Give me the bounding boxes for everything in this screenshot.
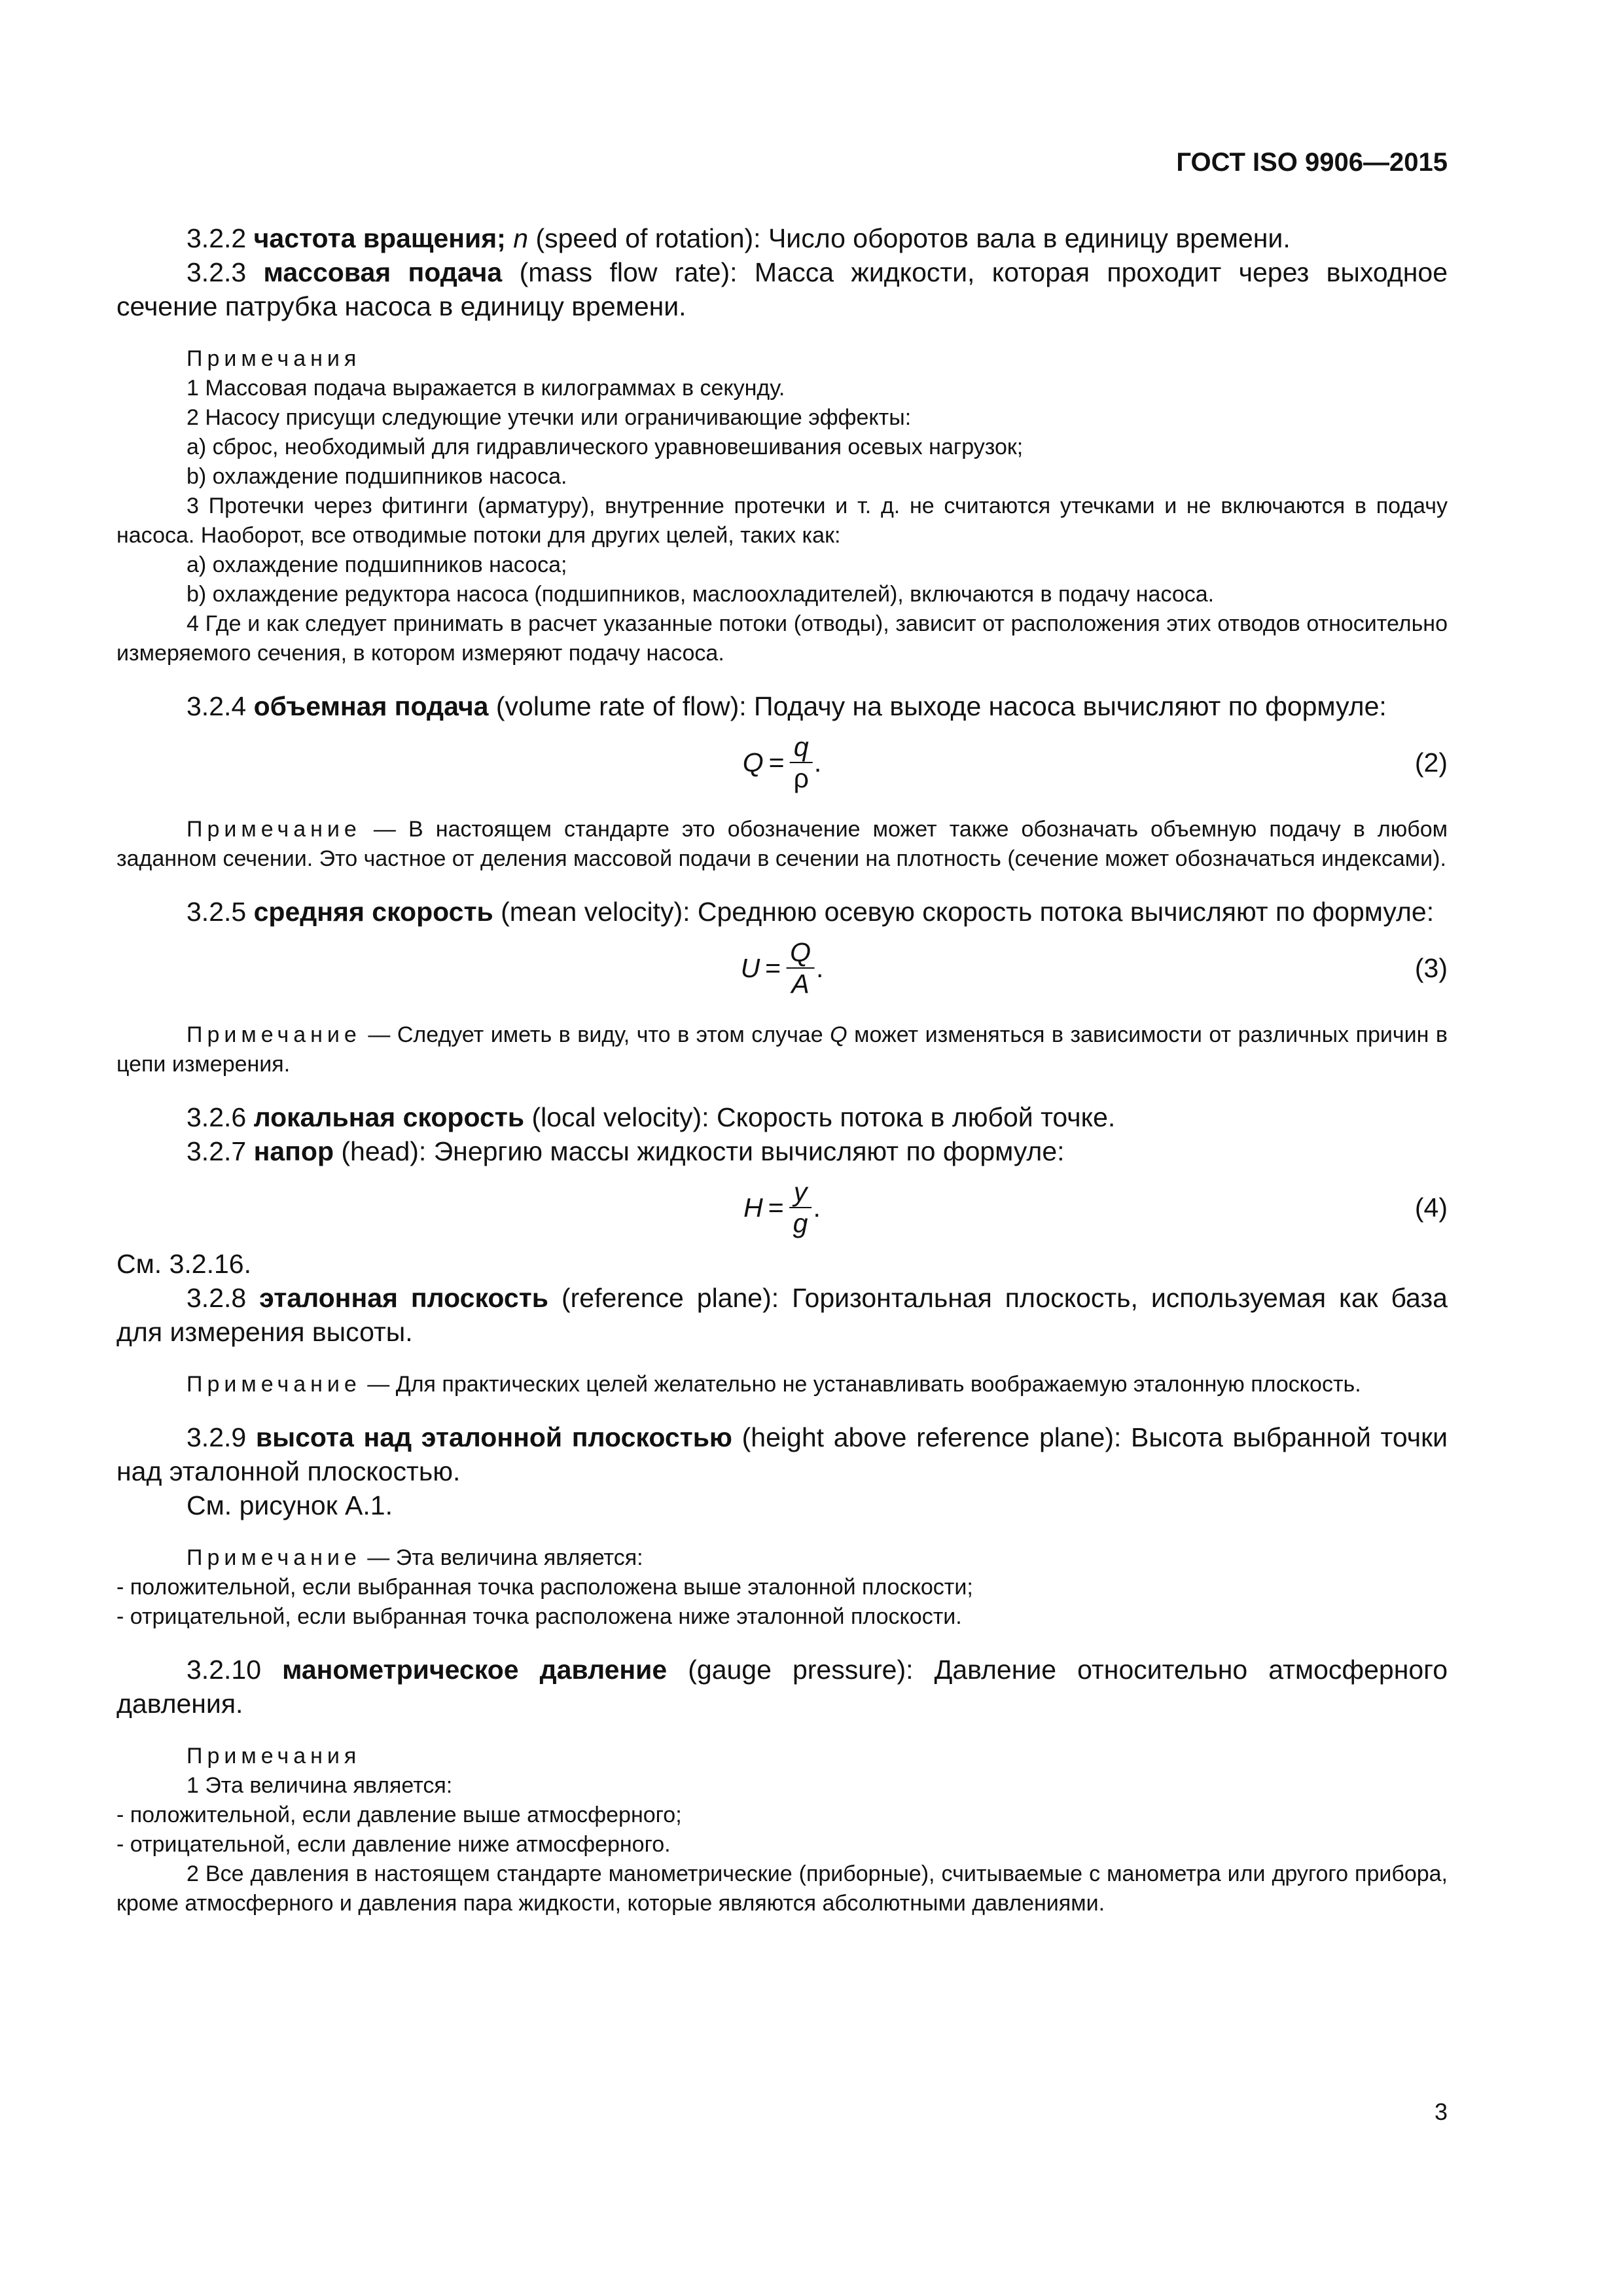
formula-denominator: ρ [793,763,809,793]
clause-number: 3.2.5 [187,897,254,927]
note-text: — Для практических целей желательно не устанавливать воображаемую эталонную плоскость. [361,1372,1361,1397]
clause-3-2-8 [116,1281,1448,1349]
note-3-2-4 [116,815,1448,874]
clause-3-2-3 [116,255,1448,323]
clause-number: 3.2.10 [187,1655,283,1685]
note-line: a) охлаждение подшипников насоса; [187,552,567,577]
clause-symbol: n [513,223,529,253]
formula-equals: = [768,747,785,778]
note-text: — Эта величина является: [361,1545,643,1570]
note-label: Примечание [187,817,361,842]
formula-equals: = [768,1192,784,1223]
clause-3-2-6 [116,1100,1448,1134]
note-line: 1 Эта величина является: [187,1773,453,1798]
note-3-2-9 [116,1543,1448,1573]
clause-text: (height above reference plane): Высота выбранной точки над эталонной плоскостью. [116,1422,1448,1486]
clause-term: частота вращения; [253,223,514,253]
note-line: 4 Где и как следует принимать в расчет указанные потоки (отводы), зависит от расположения этих отводов относительно измеряемого сечения, в котором измеряют подачу насоса. [116,611,1448,666]
formula-numerator: q [793,732,809,762]
formula-fraction [790,732,813,793]
clause-term: высота над эталонной плоскостью [255,1422,732,1452]
clause-term: объемная подача [253,691,489,721]
clause-3-2-2 [116,221,1448,255]
clause-text: (mean velocity): Среднюю осевую скорость потока вычисляют по формуле: [493,897,1435,927]
page-number: 3 [1434,2098,1448,2125]
clause-number: 3.2.2 [187,223,254,253]
clause-number: 3.2.9 [187,1422,256,1452]
formula-denominator: g [793,1208,808,1238]
note-line: 2 Все давления в настоящем стандарте манометрические (приборные), считываемые с манометра или другого прибора, кроме атмосферного и давления пара жидкости, которые являются абсолютными давлениями. [116,1861,1448,1916]
clause-term: локальная скорость [253,1102,525,1132]
note-text: — В настоящем стандарте это обозначение может также обозначать объемную подачу в любом заданном сечении. Это частное от деления массовой подачи в сечении на плотность (сечение может обозначаться индексами). [116,817,1448,871]
clause-number: 3.2.4 [187,691,254,721]
equation-number: (2) [1414,747,1448,778]
clause-term: эталонная плоскость [259,1283,549,1313]
note-list-item: - отрицательной, если выбранная точка расположена ниже эталонной плоскости. [116,1604,962,1629]
clause-number: 3.2.8 [187,1283,260,1313]
equation-number: (4) [1414,1192,1448,1223]
note-line: 2 Насосу присущи следующие утечки или ограничивающие эффекты: [187,405,912,430]
clause-number: 3.2.7 [187,1136,254,1166]
clause-text: (speed of rotation): Число оборотов вала в единицу времени. [528,223,1291,253]
clause-term: напор [253,1136,334,1166]
clause-number: 3.2.3 [187,257,264,287]
note-line: b) охлаждение редуктора насоса (подшипников, маслоохладителей), включаются в подачу насоса. [187,582,1215,607]
notes-heading: Примечания [187,1744,361,1768]
formula-fraction [786,937,815,999]
cross-reference: См. 3.2.16. [116,1249,251,1279]
note-line: 1 Массовая подача выражается в килограммах в секунду. [187,376,785,401]
note-list-item: - положительной, если давление выше атмосферного; [116,1803,682,1827]
note-line: 3 Протечки через фитинги (арматуру), внутренние протечки и т. д. не считаются утечками и не включаются в подачу насоса. Наоборот, все отводимые потоки для других целей, таких как: [116,493,1448,548]
clause-text: (volume rate of flow): Подачу на выходе насоса вычисляют по формуле: [488,691,1387,721]
formula-period: . [813,1192,821,1223]
clause-number: 3.2.6 [187,1102,254,1132]
clause-text: (local velocity): Скорость потока в любой точке. [524,1102,1116,1132]
note-label: Примечание [187,1022,361,1047]
clause-3-2-5 [116,895,1448,929]
clause-text: (head): Энергию массы жидкости вычисляют по формуле: [334,1136,1065,1166]
formula-lhs: Q [742,747,764,778]
clause-term: массовая подача [263,257,503,287]
formula-lhs: H [743,1192,763,1223]
formula-denominator: A [791,969,810,999]
formula-period: . [813,747,822,778]
cross-reference: См. рисунок А.1. [187,1490,393,1520]
note-symbol: Q [830,1022,847,1047]
clause-3-2-7 [116,1134,1448,1168]
formula-equals: = [765,952,781,983]
clause-3-2-4 [116,689,1448,723]
note-text: — Следует иметь в виду, что в этом случае [361,1022,830,1047]
note-line: b) охлаждение подшипников насоса. [187,464,567,489]
formula-fraction [789,1177,812,1238]
note-line: a) сброс, необходимый для гидравлического уравновешивания осевых нагрузок; [187,435,1024,459]
formula-numerator: y [793,1177,808,1207]
clause-term: средняя скорость [253,897,493,927]
page-content [116,221,1448,1918]
clause-term: манометрическое давление [282,1655,668,1685]
formula-3 [116,929,1448,1007]
formula-4 [116,1168,1448,1247]
clause-3-2-10 [116,1653,1448,1721]
document-header: ГОСТ ISO 9906—2015 [1176,148,1448,177]
note-list-item: - положительной, если выбранная точка расположена выше эталонной плоскости; [116,1575,973,1600]
equation-number: (3) [1414,952,1448,983]
note-label: Примечание [187,1545,361,1570]
notes-heading: Примечания [187,346,361,371]
clause-text: (reference plane): Горизонтальная плоскость, используемая как база для измерения высоты. [116,1283,1448,1347]
formula-2 [116,723,1448,802]
note-label: Примечание [187,1372,361,1397]
clause-3-2-9 [116,1420,1448,1488]
formula-numerator: Q [790,937,812,967]
note-3-2-5 [116,1020,1448,1079]
note-3-2-8 [116,1370,1448,1399]
clause-text: (mass flow rate): Масса жидкости, которая проходит через выходное сечение патрубка насоса в единицу времени. [116,257,1448,321]
formula-lhs: U [740,952,760,983]
note-list-item: - отрицательной, если давление ниже атмосферного. [116,1832,671,1857]
note-text: может изменяться в зависимости от различных причин в цепи измерения. [116,1022,1448,1077]
formula-period: . [816,952,824,983]
clause-text: (gauge pressure): Давление относительно атмосферного давления. [116,1655,1448,1719]
